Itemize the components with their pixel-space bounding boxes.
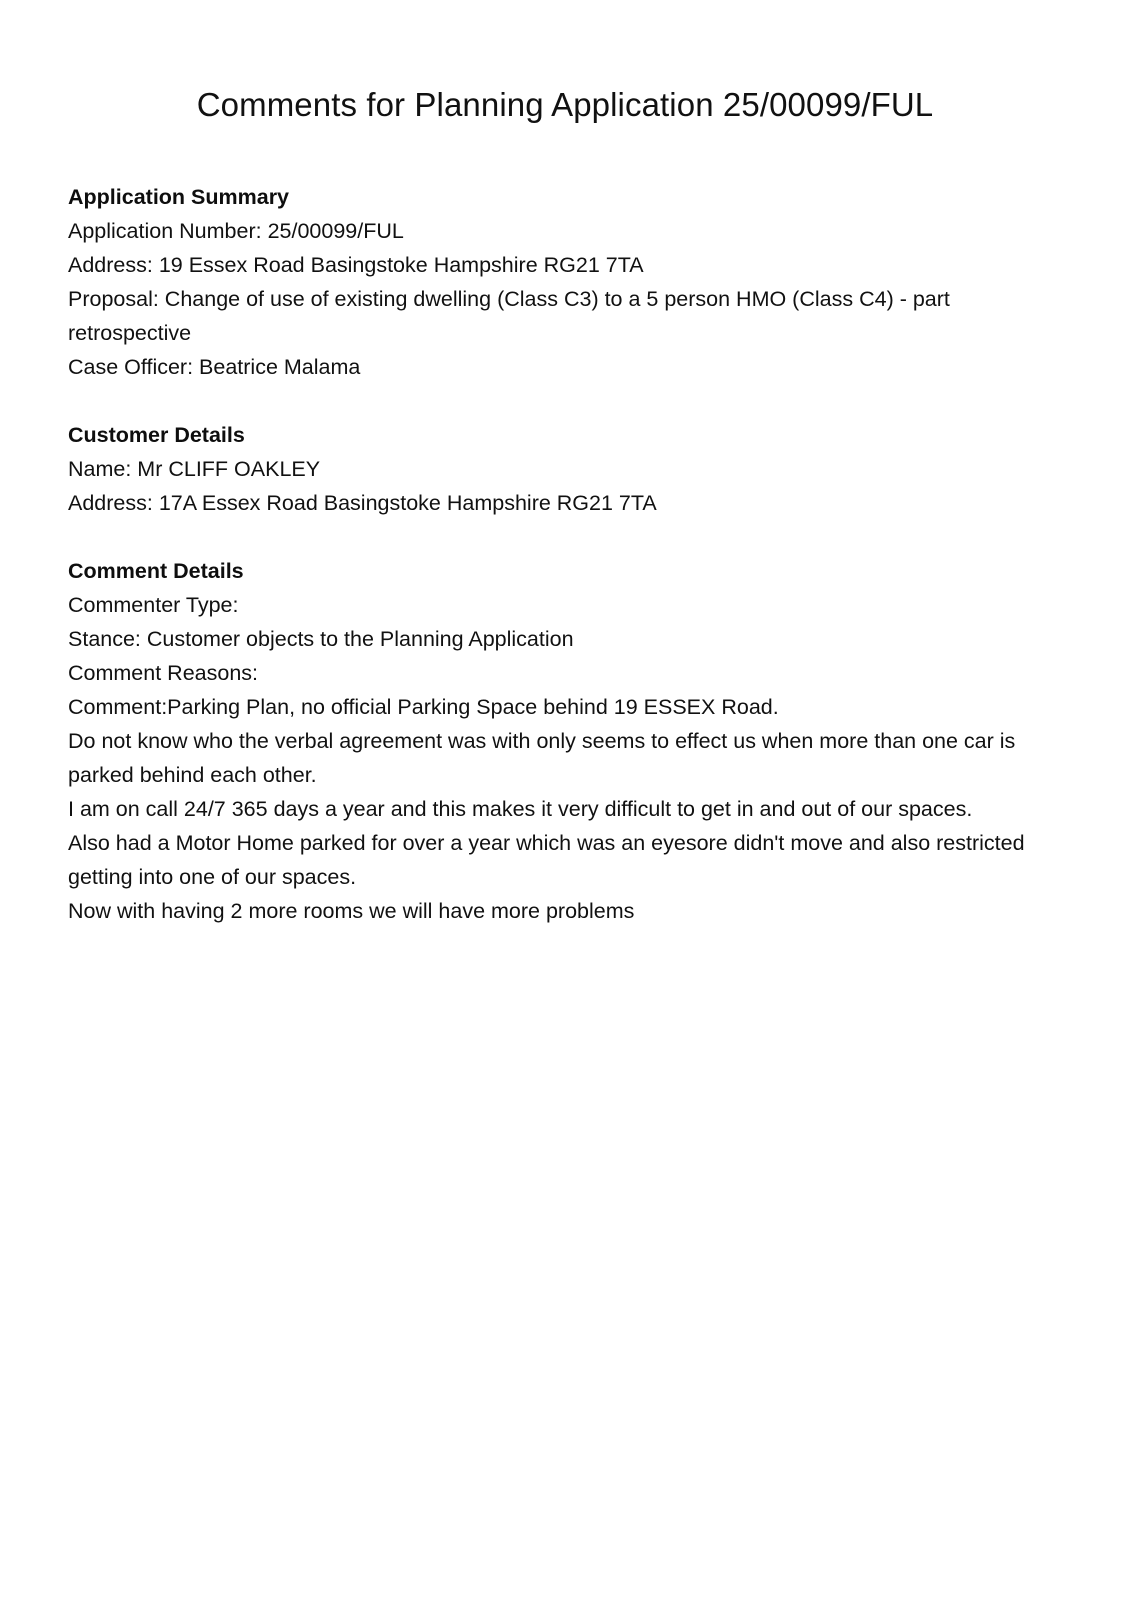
comment-text-line: Now with having 2 more rooms we will have more problems: [68, 899, 635, 923]
case-officer: Case Officer: Beatrice Malama: [68, 355, 361, 379]
comment-text-line: Comment:Parking Plan, no official Parking Space behind 19 ESSEX Road.: [68, 695, 779, 719]
commenter-type: Commenter Type:: [68, 593, 239, 617]
customer-name: Name: Mr CLIFF OAKLEY: [68, 457, 321, 481]
application-proposal: Proposal: Change of use of existing dwelling (Class C3) to a 5 person HMO (Class C4) - part retrospective: [68, 287, 950, 345]
page-title: Comments for Planning Application 25/00099/FUL: [196, 86, 934, 123]
comment-stance: Stance: Customer objects to the Planning Application: [68, 627, 574, 651]
comment-details-heading: Comment Details: [68, 559, 244, 583]
comment-text-line: I am on call 24/7 365 days a year and this makes it very difficult to get in and out of our spaces.: [68, 797, 973, 821]
customer-address: Address: 17A Essex Road Basingstoke Hampshire RG21 7TA: [68, 491, 657, 515]
customer-details-section: [68, 418, 1068, 520]
application-summary-section: [68, 180, 1068, 384]
application-address: Address: 19 Essex Road Basingstoke Hampshire RG21 7TA: [68, 253, 644, 277]
comment-reasons: Comment Reasons:: [68, 661, 258, 685]
document-content: [68, 180, 1068, 962]
customer-details-heading: Customer Details: [68, 423, 245, 447]
application-number: Application Number: 25/00099/FUL: [68, 219, 404, 243]
application-summary-heading: Application Summary: [68, 185, 290, 209]
comment-text-line: Do not know who the verbal agreement was with only seems to effect us when more than one car is parked behind each other.: [68, 729, 1016, 787]
comment-text-line: Also had a Motor Home parked for over a year which was an eyesore didn't move and also restricted getting into one of our spaces.: [68, 831, 1025, 889]
comment-details-section: [68, 554, 1068, 928]
